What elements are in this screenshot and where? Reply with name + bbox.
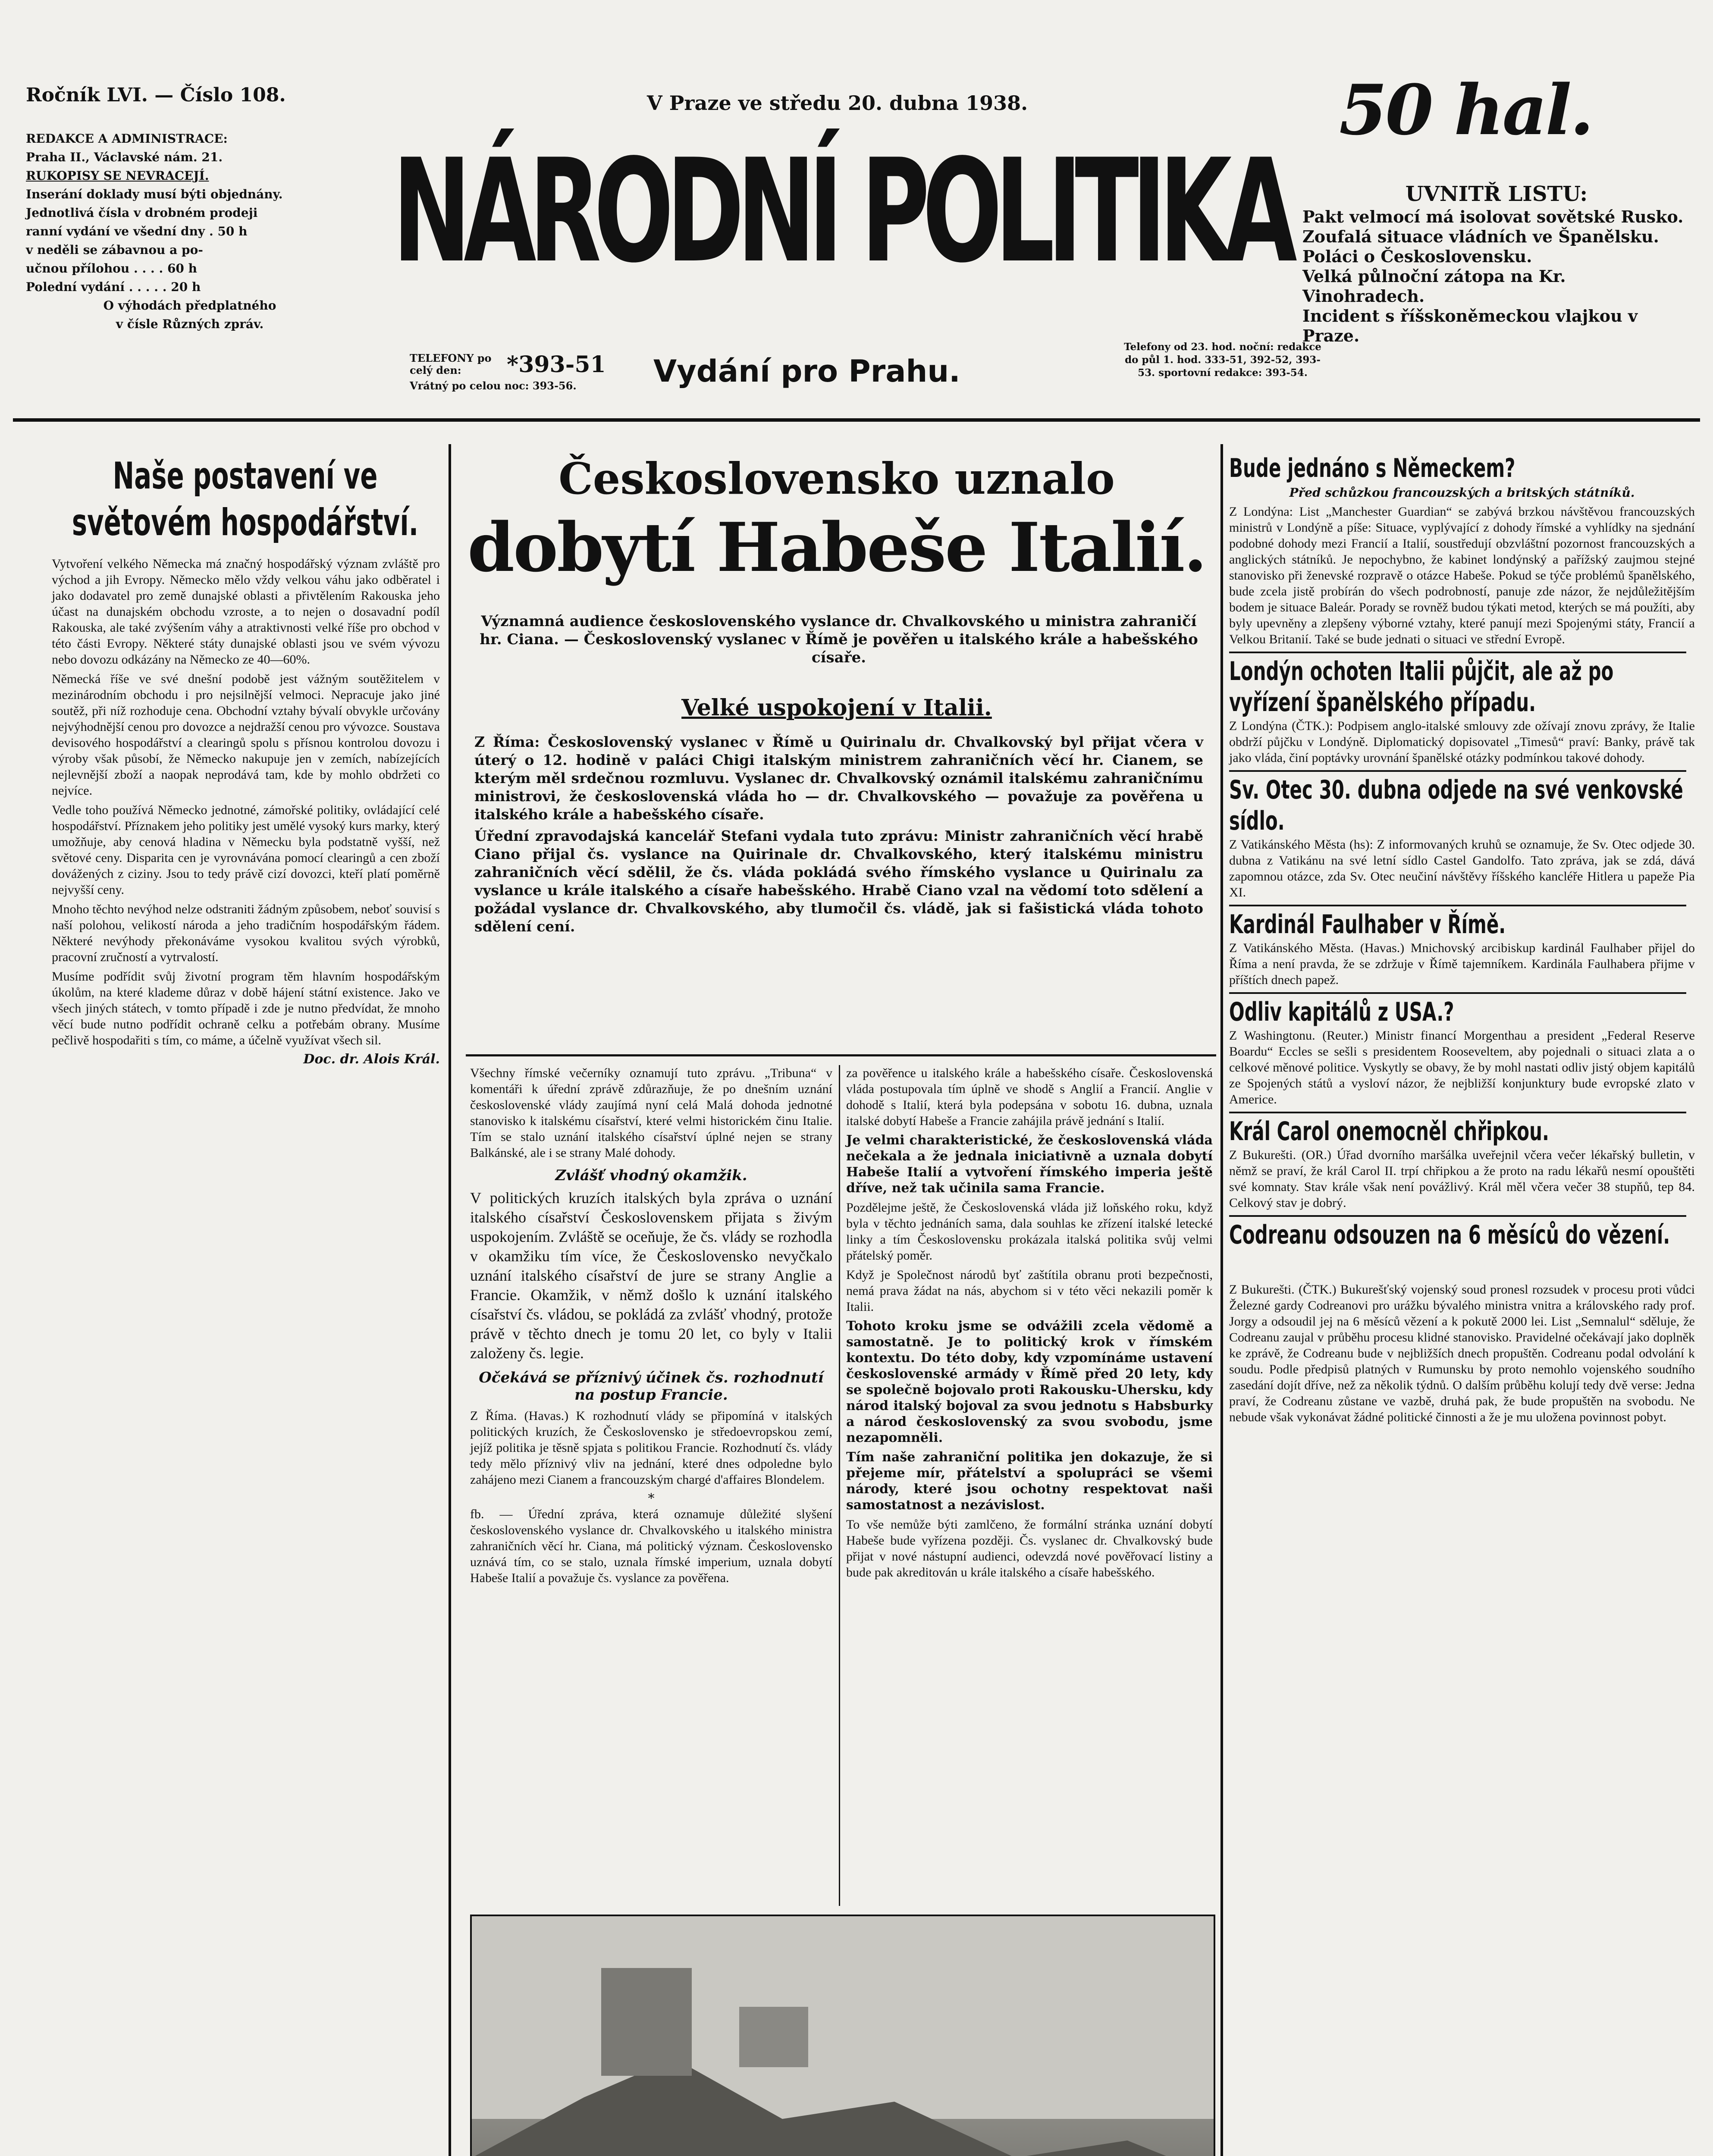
paragraph: Je velmi charakteristické, že československá vláda nečekala a že jednala iniciativně a uznala dobytí Habeše Italií a vytvoření římského imperia ještě dříve, než tak učinila sama Francie.: [846, 1133, 1213, 1196]
volume-number: Ročník LVI. — Číslo 108.: [26, 84, 286, 106]
article-headline: [1229, 909, 1695, 940]
edition-label: Vydání pro Prahu.: [653, 354, 960, 389]
paragraph: fb. — Úřední zpráva, která oznamuje důležité slyšení československého vyslance dr. Chvalkovského u italského ministra zahraničních věcí hr. Ciana, má politický význam. Československo uznává tím, co se stalo, uznala římské imperium, uznala dobytí Habeše Italií a považuje čs. vyslance za pověřena.: [470, 1507, 832, 1585]
right-article: [1229, 1219, 1695, 1425]
paragraph: To vše nemůže býti zamlčeno, že formální stránka uznání dobytí Habeše bude vyřízena později. Čs. vyslanec dr. Chvalkovský bude přijat v nové nástupní audienci, odevzdá nové pověřovací listiny a bude pak akreditován u krále italského a císaře habešského.: [846, 1517, 1213, 1579]
contents-item: Incident s říšskoněmeckou vlajkou v Praze.: [1302, 306, 1638, 345]
left-box-line: v neděli se zábavnou a po-: [26, 243, 203, 257]
contents-item: Zoufalá situace vládních ve Španělsku.: [1302, 227, 1659, 246]
main-headline: dobytí Habeše Italií.: [467, 508, 1206, 587]
phone-label: TELEFONY po celý den:: [410, 352, 492, 376]
paragraph: Pozdělejme ještě, že Československá vláda již loňského roku, když byla v těchto jednáních sama, dala souhlas ke zřízení italské letecké linky a tím Československu prokázala italská politika svůj velmi přátelský poměr.: [846, 1200, 1213, 1263]
paragraph: Musíme podřídit svůj životní program těm hlavním hospodářským úkolům, na které klademe důraz v době hájení státní existence. Jako ve všech jiných státech, v tomto případě i zde je nutno předvídat, že mnoho věcí bude nutno podřídit ochraně celku a potřebám obrany. Musíme pečlivě hospodařiti s tím, co máme, a účelně využívat všech sil.: [52, 969, 440, 1047]
article-rule: [1229, 770, 1686, 772]
article-text: Z Washingtonu. (Reuter.) Ministr financí Morgenthau a president „Federal Reserve Boardu“ Eccles se sešli s presidentem Rooseveltem, aby pojednali o situaci zlata a o celkové měnové politice. Vyskytly se obavy, že by mohl nastati odliv jistý objem kapitálů ze Spojených států a vysloví názor, že nejbližší konjunktury bude evropské zlato v Americe.: [1229, 1028, 1695, 1106]
paragraph: Z Říma. (Havas.) K rozhodnutí vlády se připomíná v italských politických kruzích, že Československo je středoevropskou zemí, jejíž politika je těsně spjata s politikou Francie. Rozhodnutí čs. vlády tedy mělo příznivý vliv na jednání, které dnes odpoledne bylo zahájeno mezi Cianem a francouzským chargé d'affaires Blondelem.: [470, 1409, 832, 1487]
article-text: Z Londýna: List „Manchester Guardian“ se zabývá brzkou návštěvou francouzských ministrů v Londýně a píše: Situace, vyplývající z dohody římské a vyhlídky na sjednání podobné dohody mezi Francií a Italií, soustředují obzvláštní pozornost francouzských a anglických státníků. Je nepochybno, že kabinet londýnský a pařížský zaujmou stejné stanovisko při ženevské rozpravě o otázce Habeše. Pokud se týče problémů španělského, bude zcela jistě probírán do všech podrobností, panuje zde názor, že nejdůležitějším bodem je situace Baleár. Porady se rovněž budou týkati metod, kterých se má použíti, aby byly upevněny a zlepšeny výborné vztahy, které panují mezi Spojenými státy, Francií a Velkou Britanií. Také se bude jednati o situaci ve střední Evropě.: [1229, 505, 1695, 646]
phone-night: Vrátný po celou noc: 393-56.: [410, 379, 577, 392]
left-box-line: Inserání doklady musí býti objednány.: [26, 187, 283, 201]
article-rule: [1229, 1112, 1686, 1113]
main-subhead: Velké uspokojení v Italii.: [681, 695, 992, 721]
lead-rule: [466, 1054, 1216, 1056]
article-rule: [1229, 905, 1686, 906]
article-text: Z Bukurešti. (OR.) Úřad dvorního maršálka uveřejnil včera večer lékařský bulletin, v němž se praví, že král Carol II. trpí chřipkou a že proto na radu lékařů nesmí opouštěti své komnaty. Stav krále však není povážlivý. Král měl včera večer 38 stupňů, tep 84. Celkový stav je dobrý.: [1229, 1148, 1695, 1210]
left-box-line: učnou přílohou . . . . 60 h: [26, 261, 198, 276]
paragraph: Všechny římské večerníky oznamují tuto zprávu. „Tribuna“ v komentáři k úřední zprávě zdůrazňuje, že po dnešním uznání československé vlády zaujímá nyní celá Malá dohoda jednotné stanovisko k italskému císařství, které velmi historickém činu Italie. Tím se stalo uznání italského císařství úplné nejen se strany Balkánské, ale i se strany Malé dohody.: [470, 1066, 832, 1160]
left-article: [52, 453, 440, 1067]
left-box-line: v čísle Různých zpráv.: [116, 317, 264, 331]
right-article: [1229, 997, 1695, 1107]
right-column: [1229, 453, 1695, 1429]
article-headline: [1229, 656, 1695, 718]
photo-scene: [472, 1916, 1214, 2156]
right-article: [1229, 774, 1695, 900]
right-article: [1229, 453, 1695, 647]
main-lead: [474, 733, 1203, 939]
subhead: Očekává se příznivý účinek čs. rozhodnutí na postup Francie.: [479, 1369, 824, 1404]
article-text: Z Bukurešti. (ČTK.) Bukurešťský vojenský soud pronesl rozsudek v procesu proti vůdci Železné gardy Codreanovi pro urážku bývalého ministra vnitra a královského rady prof. Jorgy a odsoudil jej na 6 měsíců vězení a k pokutě 2000 lei. List „Semnalul“ sděluje, že Codreanu zaujal v průběhu procesu klidné stanovisko. Pravidelné očekávají jako doplněk ke zprávě, že Codreanu bude v nejbližších dnech propuštěn. Codreanu podal odvolání k soudu. Podle předpisů platných v Rumunsku by proto nemohlo vojenského soudního zasedání dojít dříve, než za několik týdnů. O dalším průběhu kolují tedy dvě verse: Jedna praví, že Codreanu zůstane ve vazbě, druhá pak, že bude propuštěn na svobodu. Ne nebude však vykonávat žádné politické činnosti a že je mu uložena povinnost pobyt.: [1229, 1282, 1695, 1424]
masthead-rule: [13, 418, 1700, 422]
trench-photo: [470, 1915, 1215, 2156]
price: 50 hal.: [1339, 69, 1592, 150]
column-rule: [1220, 444, 1223, 2156]
article-rule: [1229, 992, 1686, 994]
paragraph: za pověřence u italského krále a habešského císaře. Československá vláda postupovala tím úplně ve shodě s Anglií a Francií. Anglie v dohodě s Italií, která byla podepsána v sobotu 16. dubna, uznala italské dobytí Habeše a Francie zahájila právě jednání s Italií.: [846, 1066, 1213, 1128]
article-headline: [1229, 997, 1695, 1028]
contents-item: Poláci o Československu.: [1302, 247, 1532, 266]
left-box-line: REDAKCE A ADMINISTRACE:: [26, 132, 228, 146]
main-deck: Významná audience československého vyslance dr. Chvalkovského u ministra zahraničí hr. Ciana. — Československý vyslanec v Římě je pověřen u italského krále a habešského císaře.: [480, 613, 1198, 666]
left-box-line: RUKOPISY SE NEVRACEJÍ.: [26, 169, 209, 183]
contents-item: Velká půlnoční zátopa na Kr. Vinohradech.: [1302, 266, 1566, 306]
left-headline-text: Naše postavení ve světovém hospodářství.: [72, 454, 419, 544]
subhead: Zvlášť vhodný okamžik.: [555, 1167, 747, 1184]
article-headline: [1229, 774, 1695, 837]
left-box-line: Jednotlivá čísla v drobném prodeji: [26, 206, 258, 220]
right-article: [1229, 1116, 1695, 1211]
article-headline: [1229, 453, 1695, 484]
divider-star: *: [648, 1491, 655, 1506]
headline-text: Londýn ochoten Italii půjčit, ale až po vyřízení španělského případu.: [1229, 656, 1614, 718]
headline-text: Kardinál Faulhaber v Římě.: [1229, 909, 1506, 940]
newspaper-title: [392, 110, 1333, 313]
night-phones: Telefony od 23. hod. noční: redakce do půl 1. hod. 333-51, 392-52, 393-53. sportovní redakce: 393-54.: [1124, 341, 1321, 379]
paragraph: Mnoho těchto nevýhod nelze odstraniti žádným způsobem, neboť souvisí s naší polohou, velikostí národa a jeho tradičním hospodářským řádem. Některé nevýhody překonáváme vysokou kvalitou svých výrobků, pracovní zručností a vytrvalostí.: [52, 902, 440, 964]
lead-paragraph: Úřední zpravodajská kancelář Stefani vydala tuto zprávu: Ministr zahraničních věcí hrabě Ciano přijal čs. vyslance na Quirinale dr. Chvalkovského, který italskému ministru zahraničních věcí sdělil, že čs. vláda pokládá svého římského vyslance u Quirinalu za vyslance u krále italského a císaře habešského. Hrabě Ciano vzal na vědomí toto sdělení a požádal vyslance dr. Chvalkovského, aby tlumočil čs. vládě, jak si fašistická vláda tohoto sdělení cení.: [474, 827, 1203, 935]
left-box-line: O výhodách předplatného: [103, 298, 276, 313]
left-box-line: ranní vydání ve všední dny . 50 h: [26, 224, 248, 238]
contents-box: [1302, 181, 1691, 346]
paragraph: Vytvoření velkého Německa má značný hospodářský význam zvláště pro východ a jih Evropy. Německo mělo vždy velkou váhu jako odběratel i jako dodavatel pro země dunajské oblasti a přivtělením Rakouska jeho účast na dunajském obchodu vzroste, a to nejen o dosavadní podíl Rakouska, ale také zvýšením váhy a atraktivnosti velké říše pro obchod v této části Evropy. Některé státy dunajské oblasti jsou ve svém vývozu nebo dovozu odkázány na Německo ze 40—60%.: [52, 557, 440, 667]
byline: Doc. dr. Alois Král.: [303, 1052, 440, 1067]
headline-text: Bude jednáno s Německem?: [1229, 453, 1515, 483]
paragraph: V politických kruzích italských byla zpráva o uznání italského císařství Československem přijata s živým uspokojením. Zvláště se oceňuje, že čs. vlády se rozhodla v okamžiku tím více, že Československo nevyčkalo uznání italského císařství de jure se strany Anglie a Francie. Okamžik, v němž došlo k uznání italského císařství čs. vládou, se pokládá za zvlášť vhodný, protože právě v těchto dnech je tomu 20 let, co byly v Italii založeny čs. legie.: [470, 1189, 832, 1362]
article-headline: [1229, 1116, 1695, 1147]
masthead-left-box: [26, 129, 354, 333]
headline-text: Král Carol onemocněl chřipkou.: [1229, 1116, 1550, 1147]
column-rule: [449, 444, 451, 2156]
article-text: Z Vatikánského Města (hs): Z informovaných kruhů se oznamuje, že Sv. Otec odjede 30. dubna z Vatikánu na své letní sídlo Castel Gandolfo. Tato zpráva, jak se zdá, dává zapomnou otázce, zda Sv. Otec neučiní návštěvy říšského kancléře Hitlera u papeže Pia XI.: [1229, 837, 1695, 899]
headline-text: Sv. Otec 30. dubna odjede na své venkovské sídlo.: [1229, 775, 1683, 836]
headline-text: Codreanu odsouzen na 6 měsíců do vězení.: [1229, 1220, 1670, 1250]
main-headline-top: Československo uznalo: [558, 453, 1115, 504]
headline-text: Odliv kapitálů z USA.?: [1229, 997, 1454, 1027]
center-col-a: [470, 1065, 832, 1589]
article-sub: Před schůzkou francouzských a britských státníků.: [1289, 486, 1635, 500]
article-text: Z Londýna (ČTK.): Podpisem anglo-italské smlouvy zde ožívají znovu zprávy, že Italie obdrží půjčku v Londýně. Diplomatický dopisovatel „Timesů“ praví: Banky, právě tak jako vláda, činí poptávky urovnání španělské otázky podmínkou takové dohody.: [1229, 719, 1695, 765]
lead-paragraph: Z Říma: Československý vyslanec v Římě u Quirinalu dr. Chvalkovský byl přijat včera v úterý o 12. hodině v paláci Chigi italským ministrem zahraničních věcí hr. Cianem, se kterým měl srdečnou rozmluvu. Vyslanec dr. Chvalkovský oznámil italskému zahraničnímu ministrovi, že československá vláda ho — dr. Chvalkovského — považuje za pověřena u italského krále a habešského císaře.: [474, 733, 1203, 823]
title-text: NÁRODNÍ POLITIKA: [392, 128, 1290, 294]
paragraph: Když je Společnost národů byť zaštítila obranu proti bezpečnosti, nemá prava žádat na nás, abychom si v této věci nekazili poměr k Italii.: [846, 1268, 1213, 1314]
article-rule: [1229, 1215, 1686, 1217]
article-rule: [1229, 652, 1686, 653]
left-headline: [52, 453, 440, 550]
contents-item: Pakt velmocí má isolovat sovětské Rusko.: [1302, 207, 1684, 226]
center-col-b: [846, 1065, 1213, 1584]
dateline: V Praze ve středu 20. dubna 1938.: [647, 91, 1028, 115]
left-box-line: Polední vydání . . . . . 20 h: [26, 280, 201, 294]
paragraph: Vedle toho používá Německo jednotné, zámořské politiky, ovládající celé hospodářství. Příznakem jeho politiky jest umělé vysoký kurs marky, který umožňuje, aby cenová hladina v Německu byla podstatně vyšší, než světové ceny. Disparita cen je vyrovnávána pomocí clearingů a cen zboží dovážených z ciziny. Jsou to tedy právě cizí dovozci, kteří platí poměrně nejvyšší ceny.: [52, 803, 440, 897]
article-headline: [1229, 1219, 1695, 1282]
paragraph: Tím naše zahraniční politika jen dokazuje, že si přejeme mír, přátelství a spolupráci se všemi národy, které jsou ochotny respektovat naši samostatnost a nezávislost.: [846, 1450, 1213, 1513]
paragraph: Německá říše ve své dnešní podobě jest vážným soutěžitelem v mezinárodním obchodu i pro nejsilnější velmoci. Nepracuje jako jiné soutěž, při níž rozhoduje cena. Obchodní vztahy bývalí obvykle určovány nejvýhodnější cenou pro dovozce a nejdražší cenou pro vývozce. Soustava devisového hospodářství a clearingů spolu s přísnou kontrolou dovozu i výroby však působí, že Německo nakupuje jen v zemích, nabízejících nejlevnější zboží a naopak neprodává tam, kde by mohlo obdržeti co nejvíce.: [52, 672, 440, 798]
right-article: [1229, 656, 1695, 766]
column-rule: [839, 1065, 840, 1906]
left-box-line: Praha II., Václavské nám. 21.: [26, 150, 223, 164]
contents-title: UVNITŘ LISTU:: [1405, 182, 1588, 206]
right-article: [1229, 909, 1695, 988]
paragraph: Tohoto kroku jsme se odvážili zcela vědomě a samostatně. Je to politický krok v římském kontextu. Do této doby, kdy vzpomínáme ustavení československé armády v Římě před 20 lety, kdy se společně bojovalo proti Rakousku-Uhersku, kdy národ italský bojoval za svou jednotu s Habsburky a národ československý za svou svobodu, jsme nezapomněli.: [846, 1319, 1213, 1445]
article-text: Z Vatikánského Města. (Havas.) Mnichovský arcibiskup kardinál Faulhaber přijel do Říma a není pravda, že se zdržuje v Římě tajemníkem. Kardinála Faulhabera přijme v příštích dnech papež.: [1229, 941, 1695, 987]
phone-number: *393-51: [507, 351, 606, 378]
